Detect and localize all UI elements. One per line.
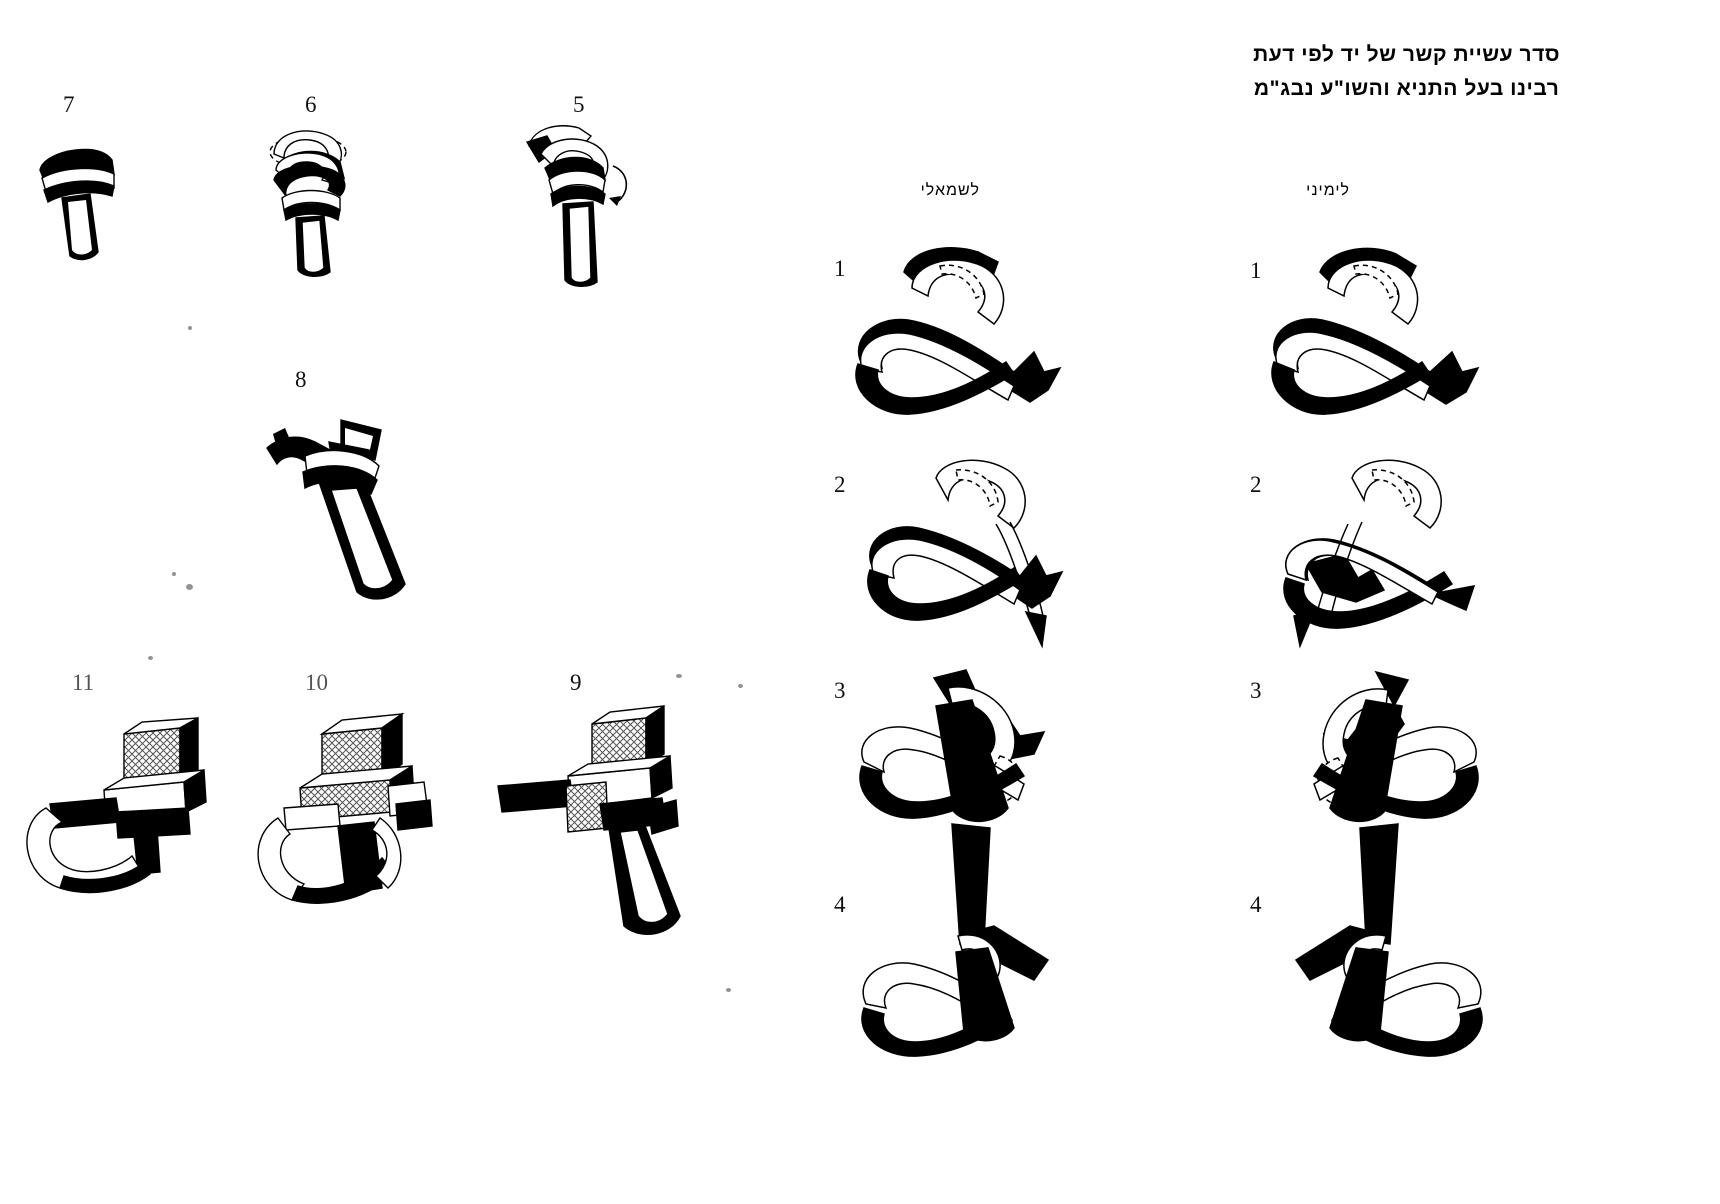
- step-number-7: 7: [63, 92, 75, 117]
- scan-speck: [148, 656, 153, 660]
- figure-step-5: [505, 110, 665, 290]
- page-title-line-2: רבינו בעל התניא והשו"ע נבג"מ: [1253, 77, 1560, 100]
- step-number-5: 5: [573, 92, 585, 117]
- figure-right-column-step-4: [1252, 816, 1502, 1076]
- scan-speck: [726, 988, 731, 992]
- figure-step-11: [20, 712, 240, 912]
- figure-right-column-step-1: [1262, 240, 1502, 440]
- figure-step-10: [248, 708, 478, 928]
- figure-step-6: [240, 118, 390, 278]
- scan-speck: [738, 684, 743, 688]
- left-column-step-number-1: 1: [834, 256, 846, 281]
- right-column-step-number-4: 4: [1250, 892, 1262, 917]
- scan-speck: [188, 326, 192, 330]
- step-number-10: 10: [305, 670, 328, 695]
- figure-right-column-step-2: [1252, 452, 1502, 672]
- scan-speck: [172, 572, 176, 576]
- figure-step-9: [480, 700, 730, 960]
- figure-step-8: [245, 398, 475, 618]
- scan-speck: [676, 674, 682, 678]
- figure-left-column-step-1: [848, 240, 1078, 440]
- left-column-step-number-3: 3: [834, 678, 846, 703]
- page-title: [1253, 38, 1560, 106]
- step-number-9: 9: [570, 670, 582, 695]
- left-column-step-number-4: 4: [834, 892, 846, 917]
- step-number-6: 6: [305, 92, 317, 117]
- right-column-step-number-3: 3: [1250, 678, 1262, 703]
- column-header-right: לימיני: [1306, 182, 1350, 199]
- left-column-step-number-2: 2: [834, 472, 846, 497]
- right-column-step-number-1: 1: [1250, 258, 1262, 283]
- scan-speck: [186, 584, 193, 590]
- step-number-8: 8: [295, 367, 307, 392]
- step-number-11: 11: [72, 670, 95, 695]
- page-title-line-1: סדר עשיית קשר של יד לפי דעת: [1253, 43, 1560, 66]
- figure-step-7: [28, 132, 138, 272]
- column-header-left: לשמאלי: [920, 182, 980, 199]
- figure-left-column-step-2: [848, 452, 1088, 672]
- figure-left-column-step-4: [848, 816, 1088, 1076]
- right-column-step-number-2: 2: [1250, 472, 1262, 497]
